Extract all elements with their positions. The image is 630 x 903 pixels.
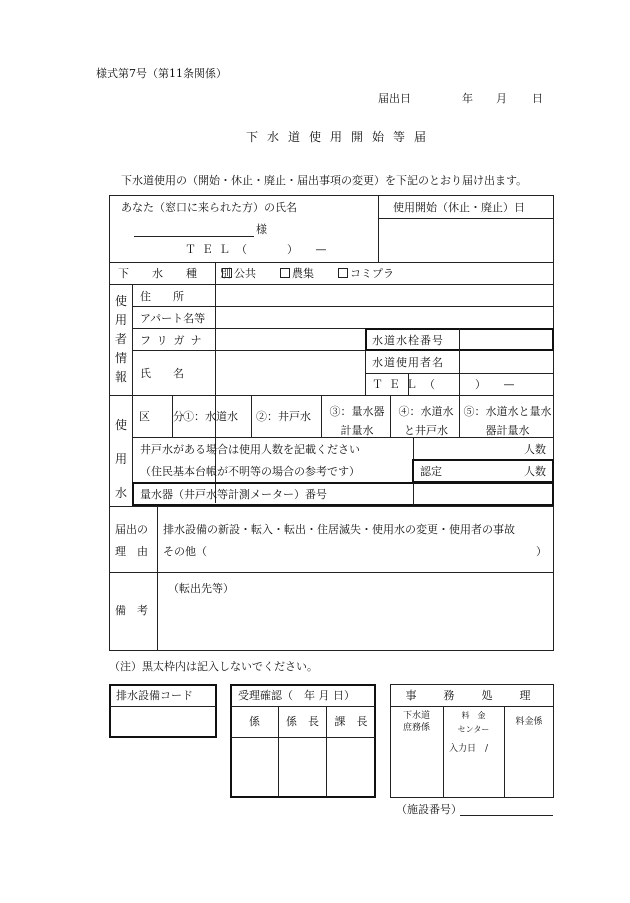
- water-option-4[interactable]: ④：水道水と井戸水: [398, 405, 454, 437]
- checkbox-icon: [338, 268, 348, 278]
- note-text: （注）黒太枠内は記入しないでください。: [109, 660, 318, 673]
- water-user-name-label: 水道使用者名: [372, 356, 444, 369]
- well-note-1: 井戸水がある場合は使用人数を記載ください: [140, 443, 360, 456]
- input-date-label: 入力日 /: [449, 744, 489, 754]
- address-label: 住 所: [140, 290, 184, 303]
- reason-label-2: 理 由: [115, 545, 148, 558]
- applicant-tel: ＴＥＬ（ ） —: [185, 243, 333, 256]
- form-number: 様式第7号（第11条関係）: [96, 67, 227, 80]
- gesui-label-2: 庶務係: [402, 723, 430, 733]
- staff-kacho: 課 長: [334, 715, 368, 728]
- water-option-3[interactable]: ③：量水器計量水: [329, 405, 385, 437]
- start-date-label: 使用開始（休止・廃止）日: [393, 201, 525, 214]
- day-label: 日: [532, 92, 543, 105]
- user-info-section-label: 使用者情報: [115, 294, 128, 384]
- ryokin-label: 料金係: [515, 717, 543, 727]
- sewer-option-public[interactable]: 公共: [222, 268, 256, 279]
- intro-text: 下水道使用の（開始・休止・廃止・届出事項の変更）を下記のとおり届け出ます。: [121, 174, 528, 187]
- office-processing-label: 事 務 処 理: [405, 689, 539, 702]
- document-title: 下水道使用開始等届: [246, 130, 436, 144]
- furigana-label: フリガナ: [140, 334, 208, 347]
- applicant-name-label: あなた（窓口に来られた方）の氏名: [121, 201, 297, 214]
- submit-date-label: 届出日: [378, 92, 411, 105]
- staff-kakaricho: 係 長: [286, 715, 319, 728]
- user-tel-value: （ ） —: [424, 378, 521, 391]
- checkbox-icon: [222, 268, 232, 278]
- sewer-type-label: 下 水 種 別: [118, 267, 237, 280]
- well-note-2: （住民基本台帳が不明等の場合の参考です）: [140, 465, 360, 478]
- facility-number-label: （施設番号）: [396, 803, 462, 816]
- water-option-5[interactable]: ⑤：水道水と量水器計量水: [463, 405, 552, 437]
- nintei-persons-label: 人数: [524, 465, 546, 478]
- faucet-number-label: 水道水栓番号: [372, 334, 444, 347]
- year-label: 年: [462, 92, 473, 105]
- sama-label: 様: [256, 223, 267, 236]
- gesui-label-1: 下水道: [402, 711, 430, 721]
- reason-label-1: 届出の: [115, 523, 148, 536]
- checkbox-icon: [280, 268, 290, 278]
- center-label-2: センター: [457, 725, 490, 734]
- reason-close-paren: ）: [536, 545, 547, 558]
- kubun-label: 区 分: [139, 410, 190, 423]
- remarks-text: （転出先等）: [168, 582, 234, 595]
- user-tel-label: ＴＥＬ: [372, 378, 423, 391]
- reason-text-1: 排水設備の新設・転入・転出・住居滅失・使用水の変更・使用者の事故: [163, 523, 515, 536]
- reason-text-2: その他（: [163, 545, 207, 558]
- persons-label: 人数: [524, 443, 546, 456]
- receipt-label: 受理確認（ 年 月 日）: [238, 689, 355, 702]
- nintei-label: 認定: [420, 465, 442, 478]
- remarks-label: 備 考: [115, 604, 148, 617]
- month-label: 月: [496, 92, 507, 105]
- drain-code-label: 排水設備コード: [116, 689, 193, 702]
- name-label: 氏 名: [140, 367, 184, 380]
- apartment-label: アパート名等: [140, 312, 206, 325]
- water-option-1[interactable]: ①：水道水: [183, 410, 238, 423]
- meter-number-label: 量水器（井戸水等計測メーター）番号: [140, 488, 327, 501]
- water-use-section-label: 使用水: [115, 418, 128, 500]
- sewer-option-nousyu[interactable]: 農集: [280, 268, 314, 279]
- staff-kakari: 係: [249, 715, 260, 728]
- sewer-option-komipura[interactable]: コミプラ: [338, 268, 394, 279]
- center-label-1: 料 金: [461, 711, 486, 720]
- water-option-2[interactable]: ②：井戸水: [256, 410, 311, 423]
